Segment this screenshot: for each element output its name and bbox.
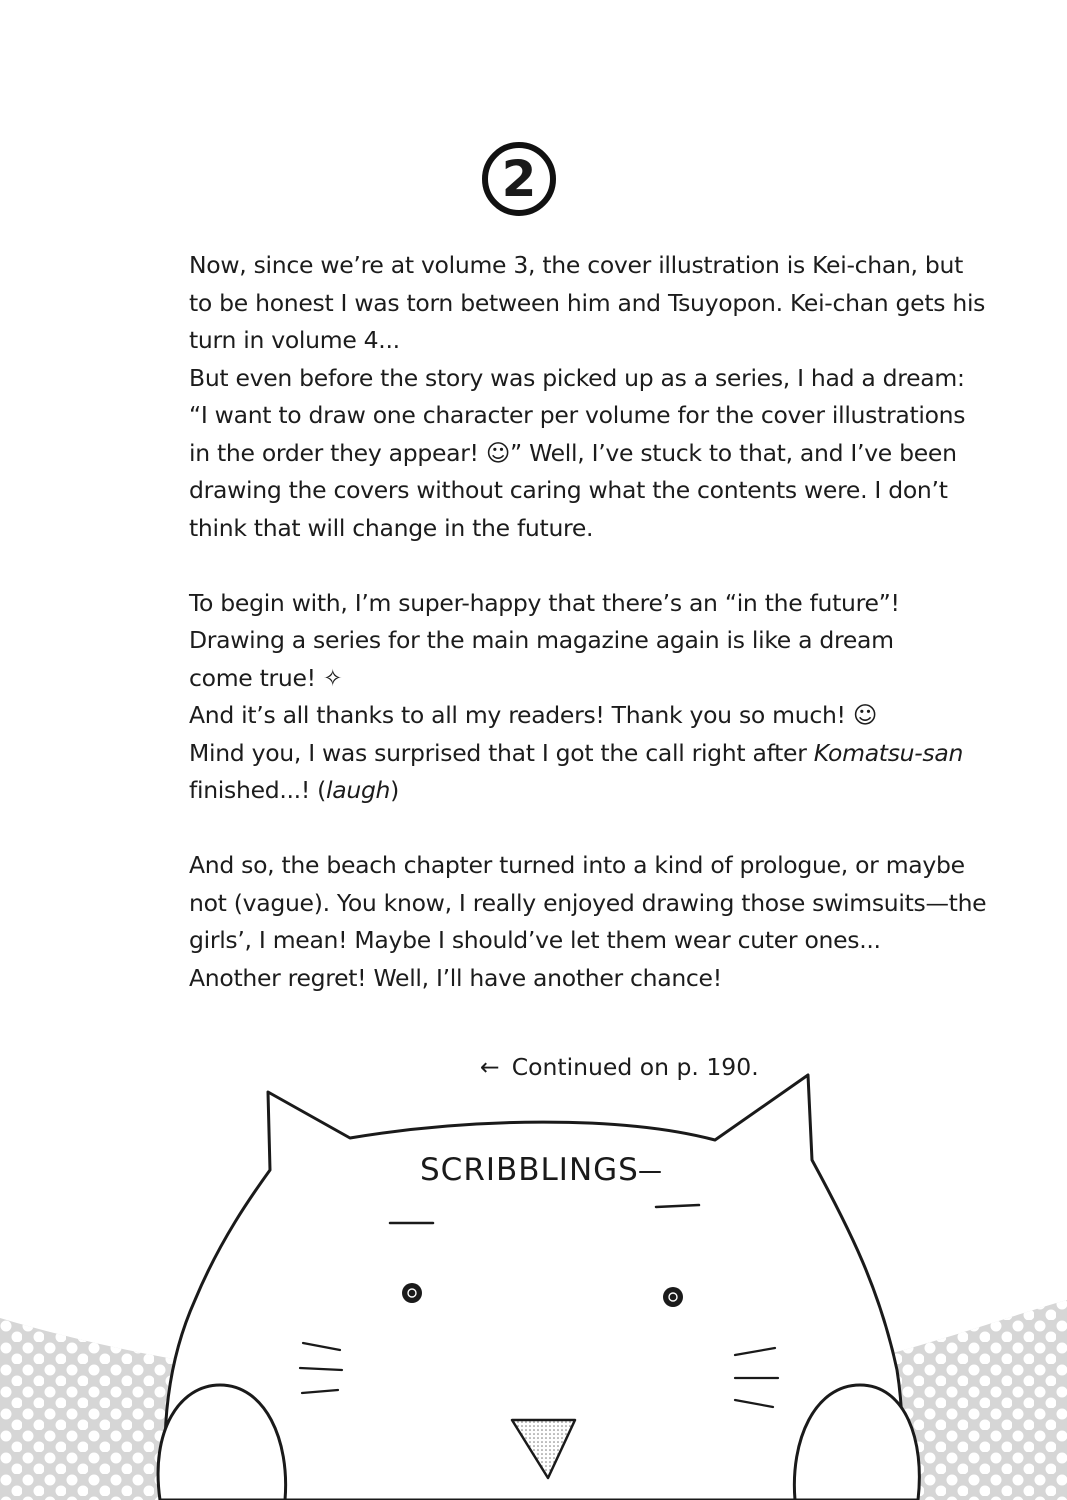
text-line: in the order they appear! ☺” Well, I’ve stuck to that, and I’ve been — [189, 438, 957, 467]
text-line: girls’, I mean! Maybe I should’ve let them wear cuter ones... — [189, 926, 881, 954]
continued-note — [480, 1053, 759, 1081]
text-line: come true! ✧ — [189, 663, 343, 692]
text-line: And so, the beach chapter turned into a kind of prologue, or maybe — [189, 851, 965, 879]
text-line: to be honest I was torn between him and Tsuyopon. Kei-chan gets his — [189, 288, 986, 317]
text-line: think that will change in the future. — [189, 513, 594, 542]
afterword-text — [189, 247, 987, 997]
paragraph-3 — [189, 847, 987, 997]
text-line: And it’s all thanks to all my readers! Thank you so much! ☺ — [189, 701, 878, 729]
text-segment: Mind you, I was surprised that I got the call right after — [189, 738, 807, 767]
scribblings-label: SCRIBBLINGS — [420, 1152, 639, 1188]
continued-text: Continued on p. 190. — [511, 1053, 759, 1081]
text-line: Another regret! Well, I’ll have another chance! — [189, 963, 722, 992]
italic-name: Komatsu-san — [813, 738, 964, 767]
section-number-badge — [482, 142, 556, 216]
text-line: “I want to draw one character per volume for the cover illustrations — [189, 401, 966, 429]
text-line: Now, since we’re at volume 3, the cover illustration is Kei-chan, but — [189, 251, 963, 279]
text-line — [189, 735, 964, 773]
italic-laugh: laugh — [326, 776, 391, 804]
text-line — [189, 772, 959, 810]
arrow-left-icon: ← — [480, 1053, 500, 1081]
close-paren: ) — [390, 776, 400, 804]
text-line: Drawing a series for the main magazine again is like a dream — [189, 626, 894, 654]
text-line: drawing the covers without caring what the contents were. I don’t — [189, 476, 948, 504]
paragraph-2 — [189, 585, 964, 810]
left-eye — [402, 1283, 422, 1303]
text-segment: finished...! ( — [189, 776, 327, 804]
section-number: 2 — [501, 150, 537, 208]
paragraph-1 — [189, 247, 986, 547]
text-line: not (vague). You know, I really enjoyed drawing those swimsuits—the — [189, 888, 987, 917]
text-line: To begin with, I’m super-happy that there’s an “in the future”! — [189, 588, 900, 617]
right-eye — [663, 1287, 683, 1307]
text-line: turn in volume 4... — [189, 326, 400, 354]
text-line: But even before the story was picked up as a series, I had a dream: — [189, 363, 965, 392]
